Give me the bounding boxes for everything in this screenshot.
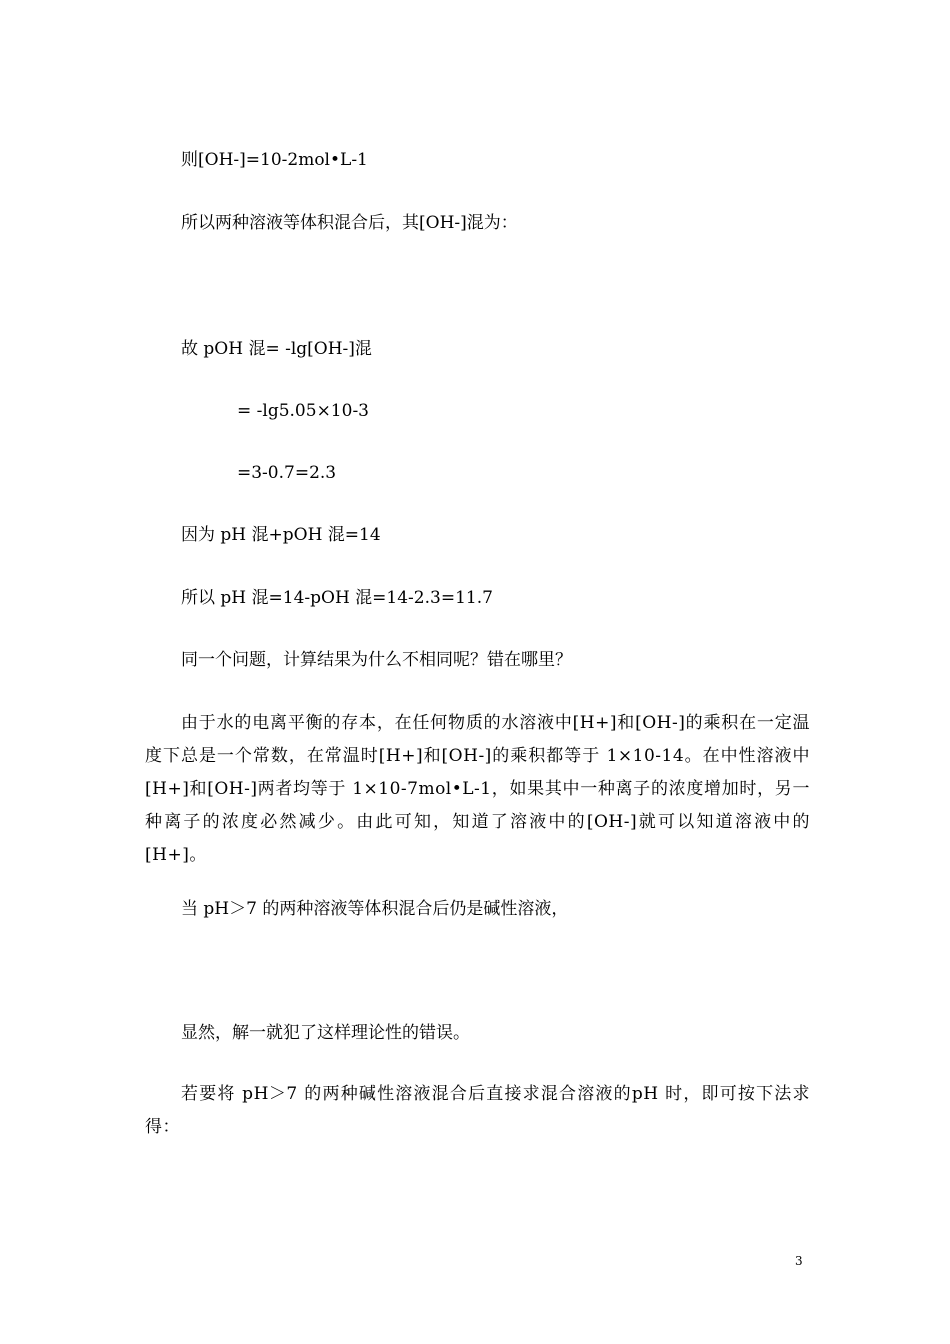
paragraph-method: 若要将 pH＞7 的两种碱性溶液混合后直接求混合溶液的pH 时，即可按下法求得： bbox=[145, 1084, 810, 1137]
text-line-mixed-oh: 所以两种溶液等体积混合后，其[OH-]混为： bbox=[181, 213, 518, 233]
paragraph-water-ionization: 由于水的电离平衡的存本，在任何物质的水溶液中[H+]和[OH-]的乘积在一定温度下总是一个常数，在常温时[H+]和[OH-]的乘积都等于 1×10-14。在中性溶液中[H+]和[OH-]两者均等于 1×10-7mol•L-1，如果其中一种离子的浓度增加时，另一种离子的浓度必然减少。由此可知，知道了溶液中的[OH-]就可以知道溶液中的[H+]。 bbox=[145, 713, 810, 865]
text-line-oh-concentration: 则[OH-]=10-2mol•L-1 bbox=[181, 150, 368, 170]
text-line-ph-poh-sum: 因为 pH 混+pOH 混=14 bbox=[181, 525, 381, 545]
text-line-alkaline-mix: 当 pH＞7 的两种溶液等体积混合后仍是碱性溶液， bbox=[181, 899, 569, 919]
text-line-poh-step-2: =3-0.7=2.3 bbox=[237, 463, 337, 483]
text-line-ph-result: 所以 pH 混=14-pOH 混=14-2.3=11.7 bbox=[181, 588, 493, 608]
page-number: 3 bbox=[795, 1254, 803, 1268]
text-line-poh-formula: 故 pOH 混= -lg[OH-]混 bbox=[181, 339, 372, 359]
text-line-poh-step-1: = -lg5.05×10-3 bbox=[237, 401, 369, 421]
text-line-conclusion: 显然，解一就犯了这样理论性的错误。 bbox=[181, 1023, 470, 1043]
text-line-question: 同一个问题，计算结果为什么不相同呢？错在哪里？ bbox=[181, 650, 572, 670]
